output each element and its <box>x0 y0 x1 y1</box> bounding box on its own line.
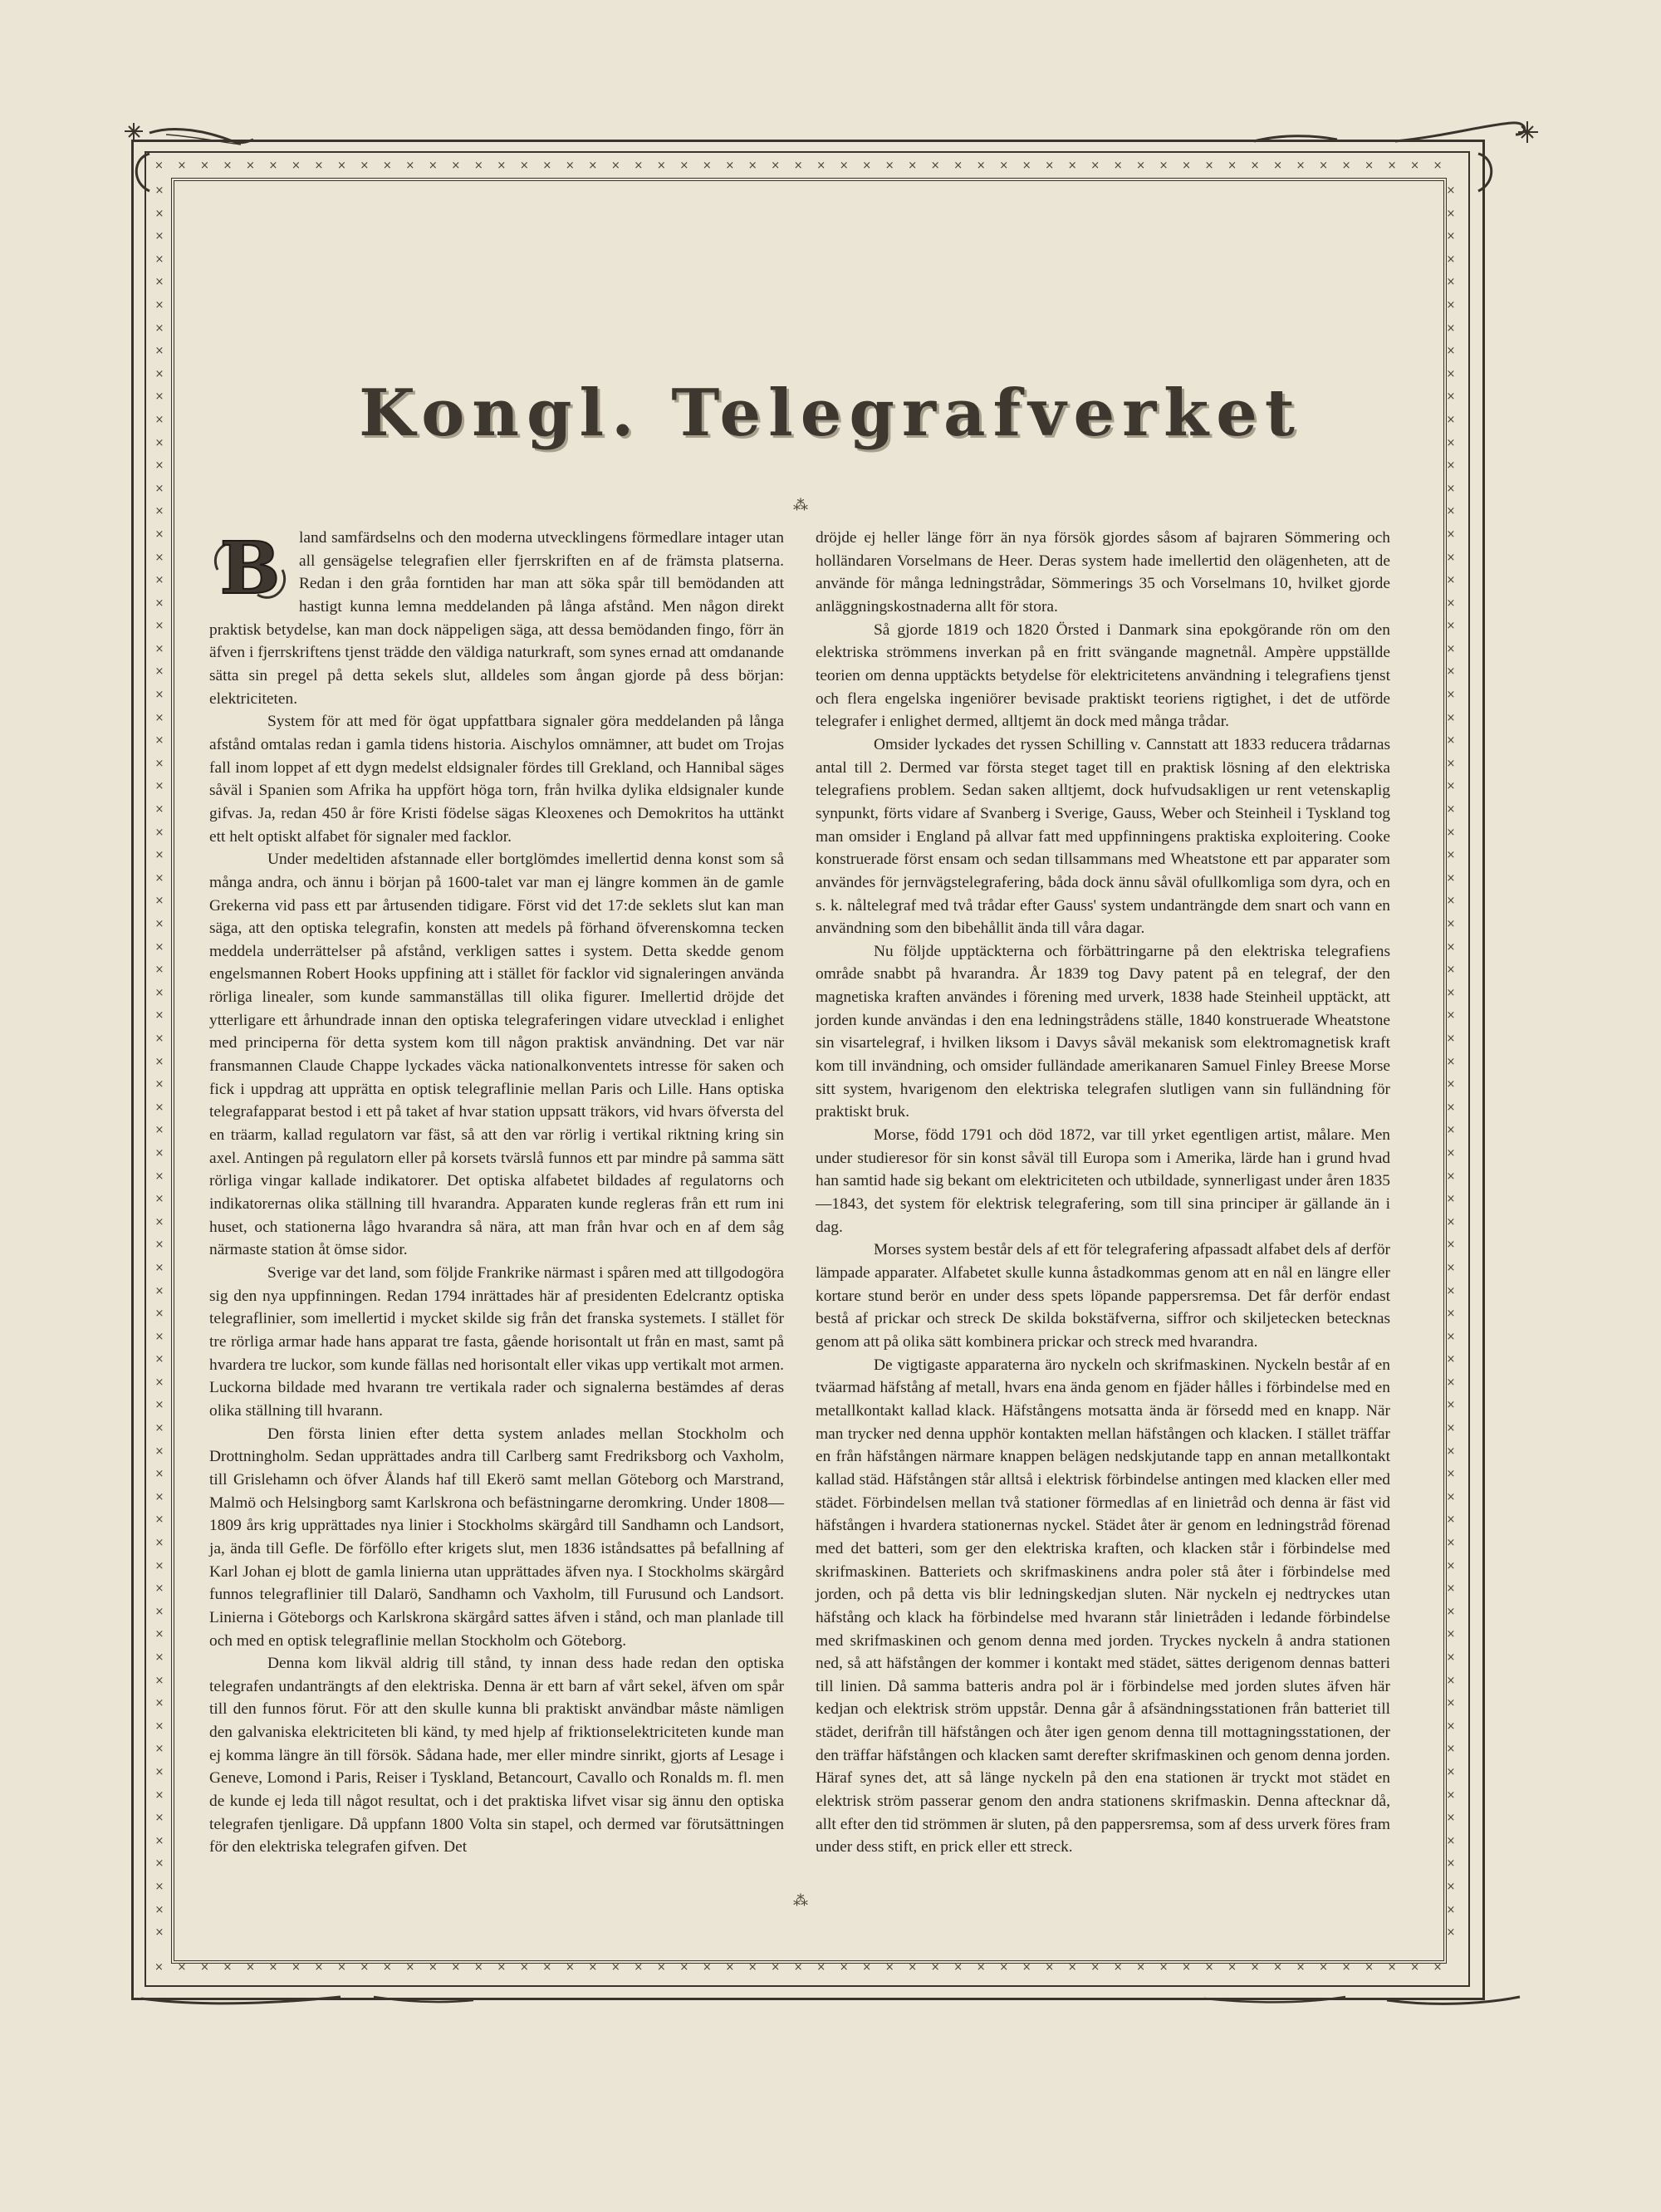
page-title: Kongl. Telegrafverket <box>359 375 1302 451</box>
left-column <box>209 527 784 1859</box>
right-corner-curl <box>1470 150 1503 199</box>
top-cross-border: ××××××××××××××××××××××××××××××××××××××××××××××××××××××××× <box>154 159 1457 172</box>
bottom-cross-border: ××××××××××××××××××××××××××××××××××××××××××××××××××××××××× <box>154 1961 1457 1974</box>
top-flourish <box>116 116 1545 166</box>
paragraph: System för att med för ögat uppfattbara signaler göra meddelanden på långa afstånd omtalas redan i gamla tidens historia. Aischylos omnämner, att budet om Trojas fall inom loppet af ett dygn medelst eldsignaler fördes till Grekland, och Hannibal säges såväl i Spanien som Afrika ha uppfört höga torn, från hvilka dylika eldsignaler kunde gifvas. Ja, redan 450 år före Kristi födelse sägas Kleoxenes och Demokritos ha uttänkt ett helt optiskt alfabet för signaler med facklor. <box>209 713 784 846</box>
dropcap-ornament <box>209 528 291 611</box>
dropcap-letter: B <box>219 528 281 611</box>
paragraph: Omsider lyckades det ryssen Schilling v. Cannstatt att 1833 reducera trådarnas antal till 2. Dermed var första steget taget till en praktisk lösning af den elektriska telegrafiens problem. Sedan saken alltjemt, dock hufvudsakligen ur rent vetenskaplig synpunkt, förts vidare af Svanberg i Sverige, Gauss, Weber och Steinheil i Tyskland tog man omsider i England på allvar fatt med uppfinningens praktiska exploitering. Cooke konstruerade först ensam och sedan tillsammans med Wheatstone ett par apparater som användes för jernvägstelegrafering, båda dock ännu såväl ofullkomliga som dyra, och en s. k. nåltelegraf med två trådar efter Gauss' system undanträngde dem snart och vann en användning som den bibehållit ända till våra dagar. <box>816 735 1390 938</box>
paragraph: Så gjorde 1819 och 1820 Örsted i Danmark sina epokgörande rön om den elektriska strömmens inverkan på en fritt svängande magnetnål. Ampère uppställde teorien om denna upptäckts betydelse för elektricitetens användning i telegrafiens tjenst och flera engelska ingeniörer bevisade praktiskt teoriens rigtighet, i det de utförde telegrafer i enlighet dermed, alltjemt än dock med många trådar. <box>816 620 1390 731</box>
paragraph: Under medeltiden afstannade eller bortglömdes imellertid denna konst som så många andra, och ännu i början på 1600-talet var man ej längre kommen än de gamle Grekerna vid pass ett par årtusenden tidigare. Först vid det 17:de seklets slut kan man säga, att den optiska telegrafin, konsten att medels på förhand öfverenskomna tecken meddela underrättelser på afstånd, verkligen sattes i system. Detta skedde genom engelsmannen Robert Hooks uppfining att i stället för facklor vid signaleringen använda rörliga linealer, som kunde sammanställas till olika figurer. Imellertid dröjde det ytterligare ett århundrade innan den optiska telegraferingen vidare utvecklad i enlighet med principerna för detta system kom till någon praktisk användning. Det var när fransmannen Claude Chappe lyckades väcka nationalkonventets intresse för saken och fick i uppdrag att upprätta en optisk telegraflinie mellan Paris och Lille. Hans optiska telegrafapparat bestod i ett på taket af hvar station uppsatt träkors, vid hvars öfversta del en träarm, kallad regulatorn var fäst, så att den var rörlig i vertikal riktning kring sin axel. Antingen på regulatorn eller på korsets tvärslå funnos ett par mindre på samma sätt rörliga vingar kallade indikatorer. Det optiska alfabetet bildades af regulatorns och indikatorernas olika ställning till hvarandra. Apparaten kunde regleras från ett rum ini huset, och stationerna lågo hvarandra så nära, att man från hvar och en af dem såg närmaste station åt ömse sidor. <box>209 851 784 1259</box>
top-center-ornament: ⁂ <box>793 497 808 513</box>
paragraph: Morse, född 1791 och död 1872, var till yrket egentligen artist, målare. Men under studieresor för sin konst såväl till Europa som i Amerika, lärde han i grund hvad han samtid hade sig bekant om elektriciteten och utbildade, synnerligast under åren 1835—1843, det system för elektrisk telegrafering, som till sina principer är gällande än i dag. <box>816 1126 1390 1236</box>
paragraph: De vigtigaste apparaterna äro nyckeln och skrifmaskinen. Nyckeln består af en tväarmad häfstång af metall, hvars ena ända genom en fjäder hålles i förbindelse med en metallkontakt kallad klack. Häfstångens motsatta ända är försedd med en knapp. När man trycker ned denna upphör kontakten mellan häfstången och klacken. I stället träffar en från häfstången närmare knappen belägen nedskjutande tapp en annan metallkontakt kallad städ. Häfstången står alltså i elektrisk förbindelse antingen med klacken eller med städet. Förbindelsen mellan två stationer förmedlas af en linietråd och denna är fäst vid häfstången i hvardera stationernas nyckel. Städet åter är genom en ledningstråd förenad med det batteri, som ger den elektriska kraften, och klacken står i förbindelse med skrifmaskinen. Batteriets och skrifmaskinens andra poler stå åter i förbindelse med jorden, och på detta vis blir ledningskedjan sluten. När nyckeln ej nedtryckes utan häfstång och klack ha förbindelse med hvarann står linietråden i ledande förbindelse med skrifmaskinen och genom denna med jorden. Tryckes nyckeln å andra stationen ned, så att häfstången der kommer i kontakt med städet, sättes derigenom dennas batteri till linien. Då samma batteris andra pol är i förbindelse med jorden slutes äfven här kedjan och elektrisk ström uppstår. Denna går å afsändningsstationen från batteriet till städet, derifrån till häfstången och åter igen genom denna till mottagningsstationen, der den träffar häfstången och klacken samt derefter skrifmaskinen och genom denna jorden. Häraf synes det, att så länge nyckeln på den ena stationen är tryckt mot städet en elektrisk ström passerar genom den andra stationens skrifmaskin. Denna aftecknar då, allt efter den tid strömmen är sluten, på den pappersremsa, som af dess urverk föres fram under dess stift, en prick eller ett streck. <box>816 1356 1390 1856</box>
paragraph-text: land samfärdselns och den moderna utvecklingens förmedlare intager utan all gensägelse telegrafien eller fjerrskriften en af de främsta platserna. Redan i den gråa forntiden har man att söka spår till bemödanden att hastigt kunna lemna meddelanden på långa afstånd. Men någon direkt praktisk betydelse, kan man dock näppeligen säga, att dessa bemödanden fingo, förr än äfven i fjerrskriftens tjenst trädde den väldiga naturkraft, som synes ernad att omdanande sätta sin pregel på detta sekels slut, alldeles som ångan gjorde på dess början: elektriciteten. <box>209 529 784 708</box>
bottom-center-ornament: ⁂ <box>793 1892 808 1909</box>
left-cross-border: × × × × × × × × × × × × × × × × × × × × × × × × × × × × × × × × × × × × × × × × × × × × × × × × × × × × × × × × × × × × × × × × × × × × × × × × × × × × × <box>154 184 164 1940</box>
paragraph: Denna kom likväl aldrig till stånd, ty innan dess hade redan den optiska telegrafen undanträngts af den elektriska. Denna är ett barn af vårt sekel, äfven om spår till den funnos förut. För att den skulle kunna bli praktiskt användbar måste nämligen den galvaniska elektriciteten bli känd, ty med hjelp af friktionselektriciteten kunde man ej komma längre än till försök. Sådana hade, mer eller mindre sinrikt, gjorts af Lesage i Geneve, Lomond i Paris, Reiser i Tyskland, Betancourt, Cavallo och Ronalds m. fl. men de kunde ej leda till något resultat, och i det praktiska lifvet visar sig ännu den optiska telegrafen tjenligare. Då uppfann 1800 Volta sin stapel, och dermed var förutsättningen för den elektriska telegrafen gifven. Det <box>209 1655 784 1856</box>
left-corner-curl <box>125 150 158 199</box>
paragraph <box>209 527 784 710</box>
paragraph: Nu följde upptäckterna och förbättringarne på den elektriska telegrafiens område snabbt på hvarandra. År 1839 tog Davy patent på en telegraf, der den magnetiska kraften användes i förening med urverk, 1838 hade Steinheil upptäckt, att jorden kunde användas i den ena ledningstrådens ställe, 1840 konstruerade Wheatstone sin visartelegraf, i hvilken liksom i Davys såväl mekanisk som elektromagnetisk kraft kom till invändning, och omsider fulländade amerikanaren Samuel Finley Breese Morse sitt system, hvarigenom den elektriska telegrafen slutligen vann sin fulländning för praktiskt bruk. <box>816 942 1390 1121</box>
paragraph: dröjde ej heller länge förr än nya försök gjordes såsom af bajraren Sömmering och holländaren Vorselmans de Heer. Deras system hade imellertid den olägenheten, att de använde för många ledningstrådar, Sömmerings 35 och Vorselmans 10, hvilket gjorde anläggningskostnaderna allt för stora. <box>816 529 1390 616</box>
right-cross-border: × × × × × × × × × × × × × × × × × × × × × × × × × × × × × × × × × × × × × × × × × × × × × × × × × × × × × × × × × × × × × × × × × × × × × × × × × × × × × <box>1446 184 1456 1940</box>
bottom-flourish <box>125 1982 1536 2040</box>
right-column <box>816 527 1390 1859</box>
paragraph: Sverige var det land, som följde Frankrike närmast i spåren med att tillgodogöra sig den nya uppfinningen. Redan 1794 inrättades här af presidenten Edelcrantz optiska telegraflinier, som imellertid i mycket skilde sig från det franska systemets. I stället för tre rörliga armar hade hans apparat tre fasta, gående horisontalt ut från en mast, samt på hvardera tre luckor, som kunde fällas ned horisontalt eller vikas upp vertikalt mot armen. Luckorna bildade med hvarann tre vertikala rader och signalerna bestämdes af deras olika ställning till hvarann. <box>209 1264 784 1420</box>
paragraph: Den första linien efter detta system anlades mellan Stockholm och Drottningholm. Sedan upprättades andra till Carlberg samt Fredriksborg och Vaxholm, till Grislehamn och öfver Ålands haf till Ekerö samt mellan Göteborg och Marstrand, Malmö och Helsingborg samt Karlskrona och befästningarne deromkring. Under 1808—1809 års krig upprättades nya linier i Stockholms skärgård till Sandhamn och Landsort, ja, ända till Gefle. De förföllo efter krigets slut, men 1836 iståndsattes på befallning af Karl Johan ej blott de gamla linierna utan upprättades äfven nya. I Stockholms skärgård funnos telegraflinier till Dalarö, Sandhamn och Vaxholm, till Furusund och Landsort. Linierna i Göteborgs och Karlskrona skärgård sattes äfven i stånd, och man planlade till och med en optisk telegraflinie mellan Stockholm och Göteborg. <box>209 1425 784 1650</box>
paragraph: Morses system består dels af ett för telegrafering afpassadt alfabet dels af derför lämpade apparater. Alfabetet skulle kunna åstadkommas genom att en nål en längre eller kortare stund berör en under dess spets löpande pappersremsa. Det får derför endast bestå af prickar och streck De skilda bokstäfverna, siffror och skiljetecken betecknas genom att på olika sätt kombinera prickar och streck med hvarandra. <box>816 1241 1390 1351</box>
